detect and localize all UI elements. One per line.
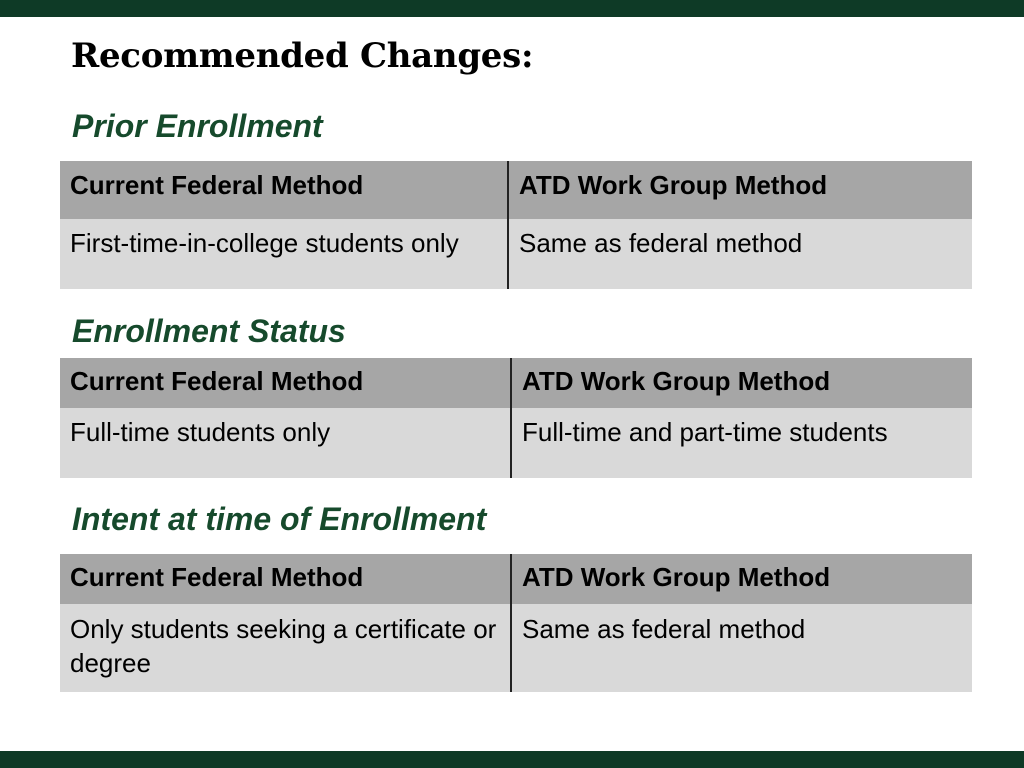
column-header-current-federal-method: Current Federal Method [60, 161, 508, 219]
table-cell-federal: Only students seeking a certificate or degree [60, 604, 511, 692]
column-header-current-federal-method: Current Federal Method [60, 554, 511, 604]
column-header-atd-work-group-method: ATD Work Group Method [511, 358, 972, 408]
table-cell-federal: First-time-in-college students only [60, 219, 508, 289]
table-row [60, 219, 972, 289]
enrollment-status-table [60, 358, 972, 478]
table-cell-federal: Full-time students only [60, 408, 511, 478]
table-header-row [60, 358, 972, 408]
prior-enrollment-table [60, 161, 972, 289]
table-row [60, 604, 972, 692]
section-heading-enrollment-status: Enrollment Status [72, 313, 346, 349]
table-cell-atd: Same as federal method [511, 604, 972, 692]
column-header-atd-work-group-method: ATD Work Group Method [511, 554, 972, 604]
table-cell-atd: Full-time and part-time students [511, 408, 972, 478]
section-heading-prior-enrollment: Prior Enrollment [72, 108, 323, 144]
table-header-row [60, 554, 972, 604]
intent-at-enrollment-table [60, 554, 972, 692]
table-row [60, 408, 972, 478]
bottom-accent-bar [0, 751, 1024, 768]
table-header-row [60, 161, 972, 219]
slide-title: Recommended Changes: [71, 36, 534, 76]
column-header-current-federal-method: Current Federal Method [60, 358, 511, 408]
top-accent-bar [0, 0, 1024, 17]
section-heading-intent-at-enrollment: Intent at time of Enrollment [72, 501, 487, 537]
table-cell-atd: Same as federal method [508, 219, 972, 289]
column-header-atd-work-group-method: ATD Work Group Method [508, 161, 972, 219]
